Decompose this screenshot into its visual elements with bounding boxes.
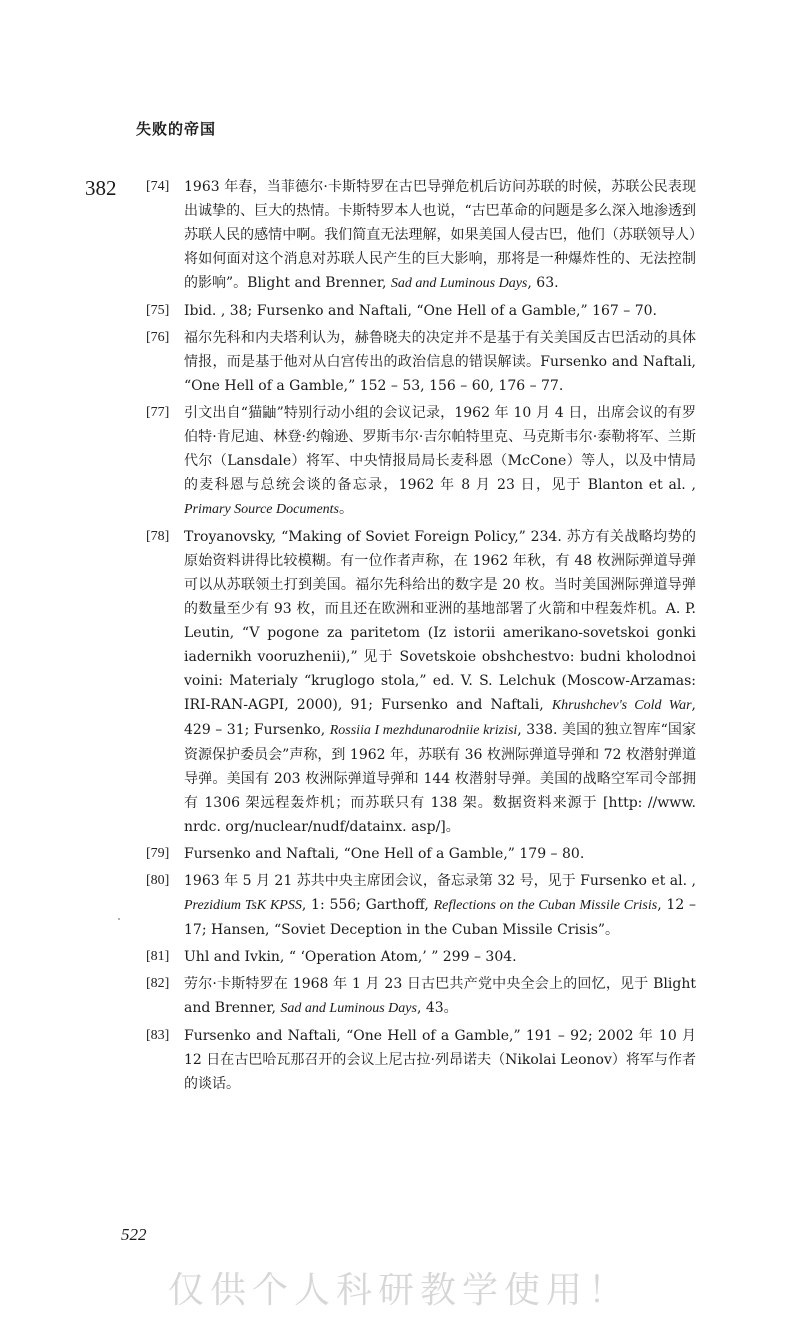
- endnote: [146, 1024, 696, 1096]
- italic-title: Rossiia I mezhdunarodniie krizisi: [329, 723, 518, 738]
- scan-speck: [118, 918, 120, 920]
- text-run: Uhl and Ivkin, “ ‘Operation Atom,’ ” 299 – 304.: [184, 949, 517, 965]
- endnote: [146, 972, 696, 1021]
- text-run: 。: [339, 501, 354, 517]
- endnote: [146, 326, 696, 398]
- italic-title: Prezidium TsK KPSS: [184, 898, 302, 913]
- endnote-text: [184, 842, 696, 866]
- endnote: [146, 869, 696, 942]
- endnote: [146, 842, 696, 866]
- text-run: Fursenko and Naftali, “One Hell of a Gamble,” 191 – 92; 2002 年 10 月 12 日在古巴哈瓦那召开的会议上尼古拉·列昂诺夫（Nikolai Leonov）将军与作者的谈话。: [184, 1028, 696, 1092]
- italic-title: Khrushchev's Cold War: [551, 698, 692, 713]
- text-run: Troyanovsky, “Making of Soviet Foreign Policy,” 234. 苏方有关战略均势的原始资料讲得比较模糊。有一位作者声称，在 1962 年秋，有 48 枚洲际弹道导弹可以从苏联领土打到美国。福尔先科给出的数字是 20 枚。当时美国洲际弹道导弹的数量至少有 93 枚，而且还在欧洲和亚洲的基地部署了火箭和中程轰炸机。A. P. Leutin, “V pogone za paritetom (Iz istorii amerikano-sovetskoi gonki iadernikh vooruzhenii),” 见于 Sovetskoie obshchestvo: budni kholodnoi voini: Materialy “kruglogo stola,” ed. V. S. Lelchuk (Moscow-Arzamas: IRI-RAN-AGPI, 2000), 91; Fursenko and Naftali,: [184, 529, 696, 713]
- endnote-number: [74]: [146, 179, 170, 194]
- italic-title: Sad and Luminous Days: [390, 276, 528, 291]
- endnote-number: [76]: [146, 330, 170, 345]
- text-run: , 43。: [416, 1000, 458, 1016]
- italic-title: Reflections on the Cuban Missile Crisis: [433, 898, 658, 913]
- text-run: Ibid. , 38; Fursenko and Naftali, “One Hell of a Gamble,” 167 – 70.: [184, 303, 657, 319]
- text-run: , 12 – 17; Hansen, “Soviet Deception in the Cuban Missile Crisis”。: [184, 897, 697, 938]
- text-run: 引文出自“猫鼬”特别行动小组的会议记录，1962 年 10 月 4 日，出席会议的有罗伯特·肯尼迪、林登·约翰逊、罗斯韦尔·吉尔帕特里克、马克斯韦尔·泰勒将军、兰斯代尔（Lansdale）将军、中央情报局局长麦科恩（McCone）等人，以及中情局的麦科恩与总统会谈的备忘录，1962 年 8 月 23 日，见于 Blanton et al. ,: [184, 405, 696, 493]
- endnote-text: [184, 401, 696, 522]
- endnote-text: [184, 175, 696, 296]
- endnote-number: [77]: [146, 405, 170, 420]
- endnote-number: [78]: [146, 529, 170, 544]
- endnote: [146, 401, 696, 522]
- text-run: 1963 年 5 月 21 苏共中央主席团会议，备忘录第 32 号，见于 Fursenko et al. ,: [184, 873, 696, 889]
- text-run: 1963 年春，当菲德尔·卡斯特罗在古巴导弹危机后访问苏联的时候，苏联公民表现出诚挚的、巨大的热情。卡斯特罗本人也说，“古巴革命的问题是多么深入地渗透到苏联人民的感情中啊。我们简直无法理解，如果美国人侵古巴，他们（苏联领导人）将如何面对这个消息对苏联人民产生的巨大影响，那将是一种爆炸性的、无法控制的影响”。Blight and Brenner,: [184, 179, 696, 291]
- text-run: Fursenko and Naftali, “One Hell of a Gamble,” 179 – 80.: [184, 846, 585, 862]
- text-run: 福尔先科和内夫塔利认为，赫鲁晓夫的决定并不是基于有关美国反古巴活动的具体情报，而是基于他对从白宫传出的政治信息的错误解读。Fursenko and Naftali, “One Hell of a Gamble,” 152 – 53, 156 – 60, 176 – 77.: [184, 330, 696, 394]
- endnote-text: [184, 525, 696, 839]
- running-head: 失败的帝国: [136, 120, 217, 138]
- endnote-text: [184, 1024, 696, 1096]
- text-run: , 63.: [527, 275, 559, 291]
- endnote: [146, 299, 696, 323]
- endnote-number: [75]: [146, 303, 170, 318]
- endnote-text: [184, 869, 696, 942]
- endnote-text: [184, 299, 696, 323]
- endnote: [146, 175, 696, 296]
- page-number: 522: [121, 1225, 147, 1244]
- endnote: [146, 525, 696, 839]
- italic-title: Sad and Luminous Days: [280, 1001, 417, 1016]
- endnote-text: [184, 972, 696, 1021]
- margin-page-number: 382: [85, 176, 117, 200]
- text-run: , 338. 美国的独立智库“国家资源保护委员会”声称，到 1962 年，苏联有 36 枚洲际弹道导弹和 72 枚潜射弹道导弹。美国有 203 枚洲际弹道导弹和 144 枚潜射导弹。美国的战略空军司令部拥有 1306 架远程轰炸机；而苏联只有 138 架。数据资料来源于 [http: //www. nrdc. org/nuclear/nudf/datainx. asp/]。: [184, 722, 696, 835]
- endnote-number: [80]: [146, 873, 170, 888]
- endnotes-list: [146, 175, 696, 1099]
- endnote-number: [79]: [146, 846, 170, 861]
- text-run: , 429 – 31; Fursenko,: [184, 697, 696, 738]
- text-run: 劳尔·卡斯特罗在 1968 年 1 月 23 日古巴共产党中央全会上的回忆，见于 Blight and Brenner,: [184, 976, 696, 1016]
- endnote-number: [83]: [146, 1028, 170, 1043]
- text-run: , 1: 556; Garthoff,: [301, 897, 434, 913]
- endnote-number: [82]: [146, 976, 170, 991]
- endnote-text: [184, 945, 696, 969]
- endnote: [146, 945, 696, 969]
- watermark: 仅供个人科研教学使用！: [168, 1270, 631, 1311]
- endnote-text: [184, 326, 696, 398]
- italic-title: Primary Source Documents: [184, 502, 340, 517]
- endnote-number: [81]: [146, 949, 170, 964]
